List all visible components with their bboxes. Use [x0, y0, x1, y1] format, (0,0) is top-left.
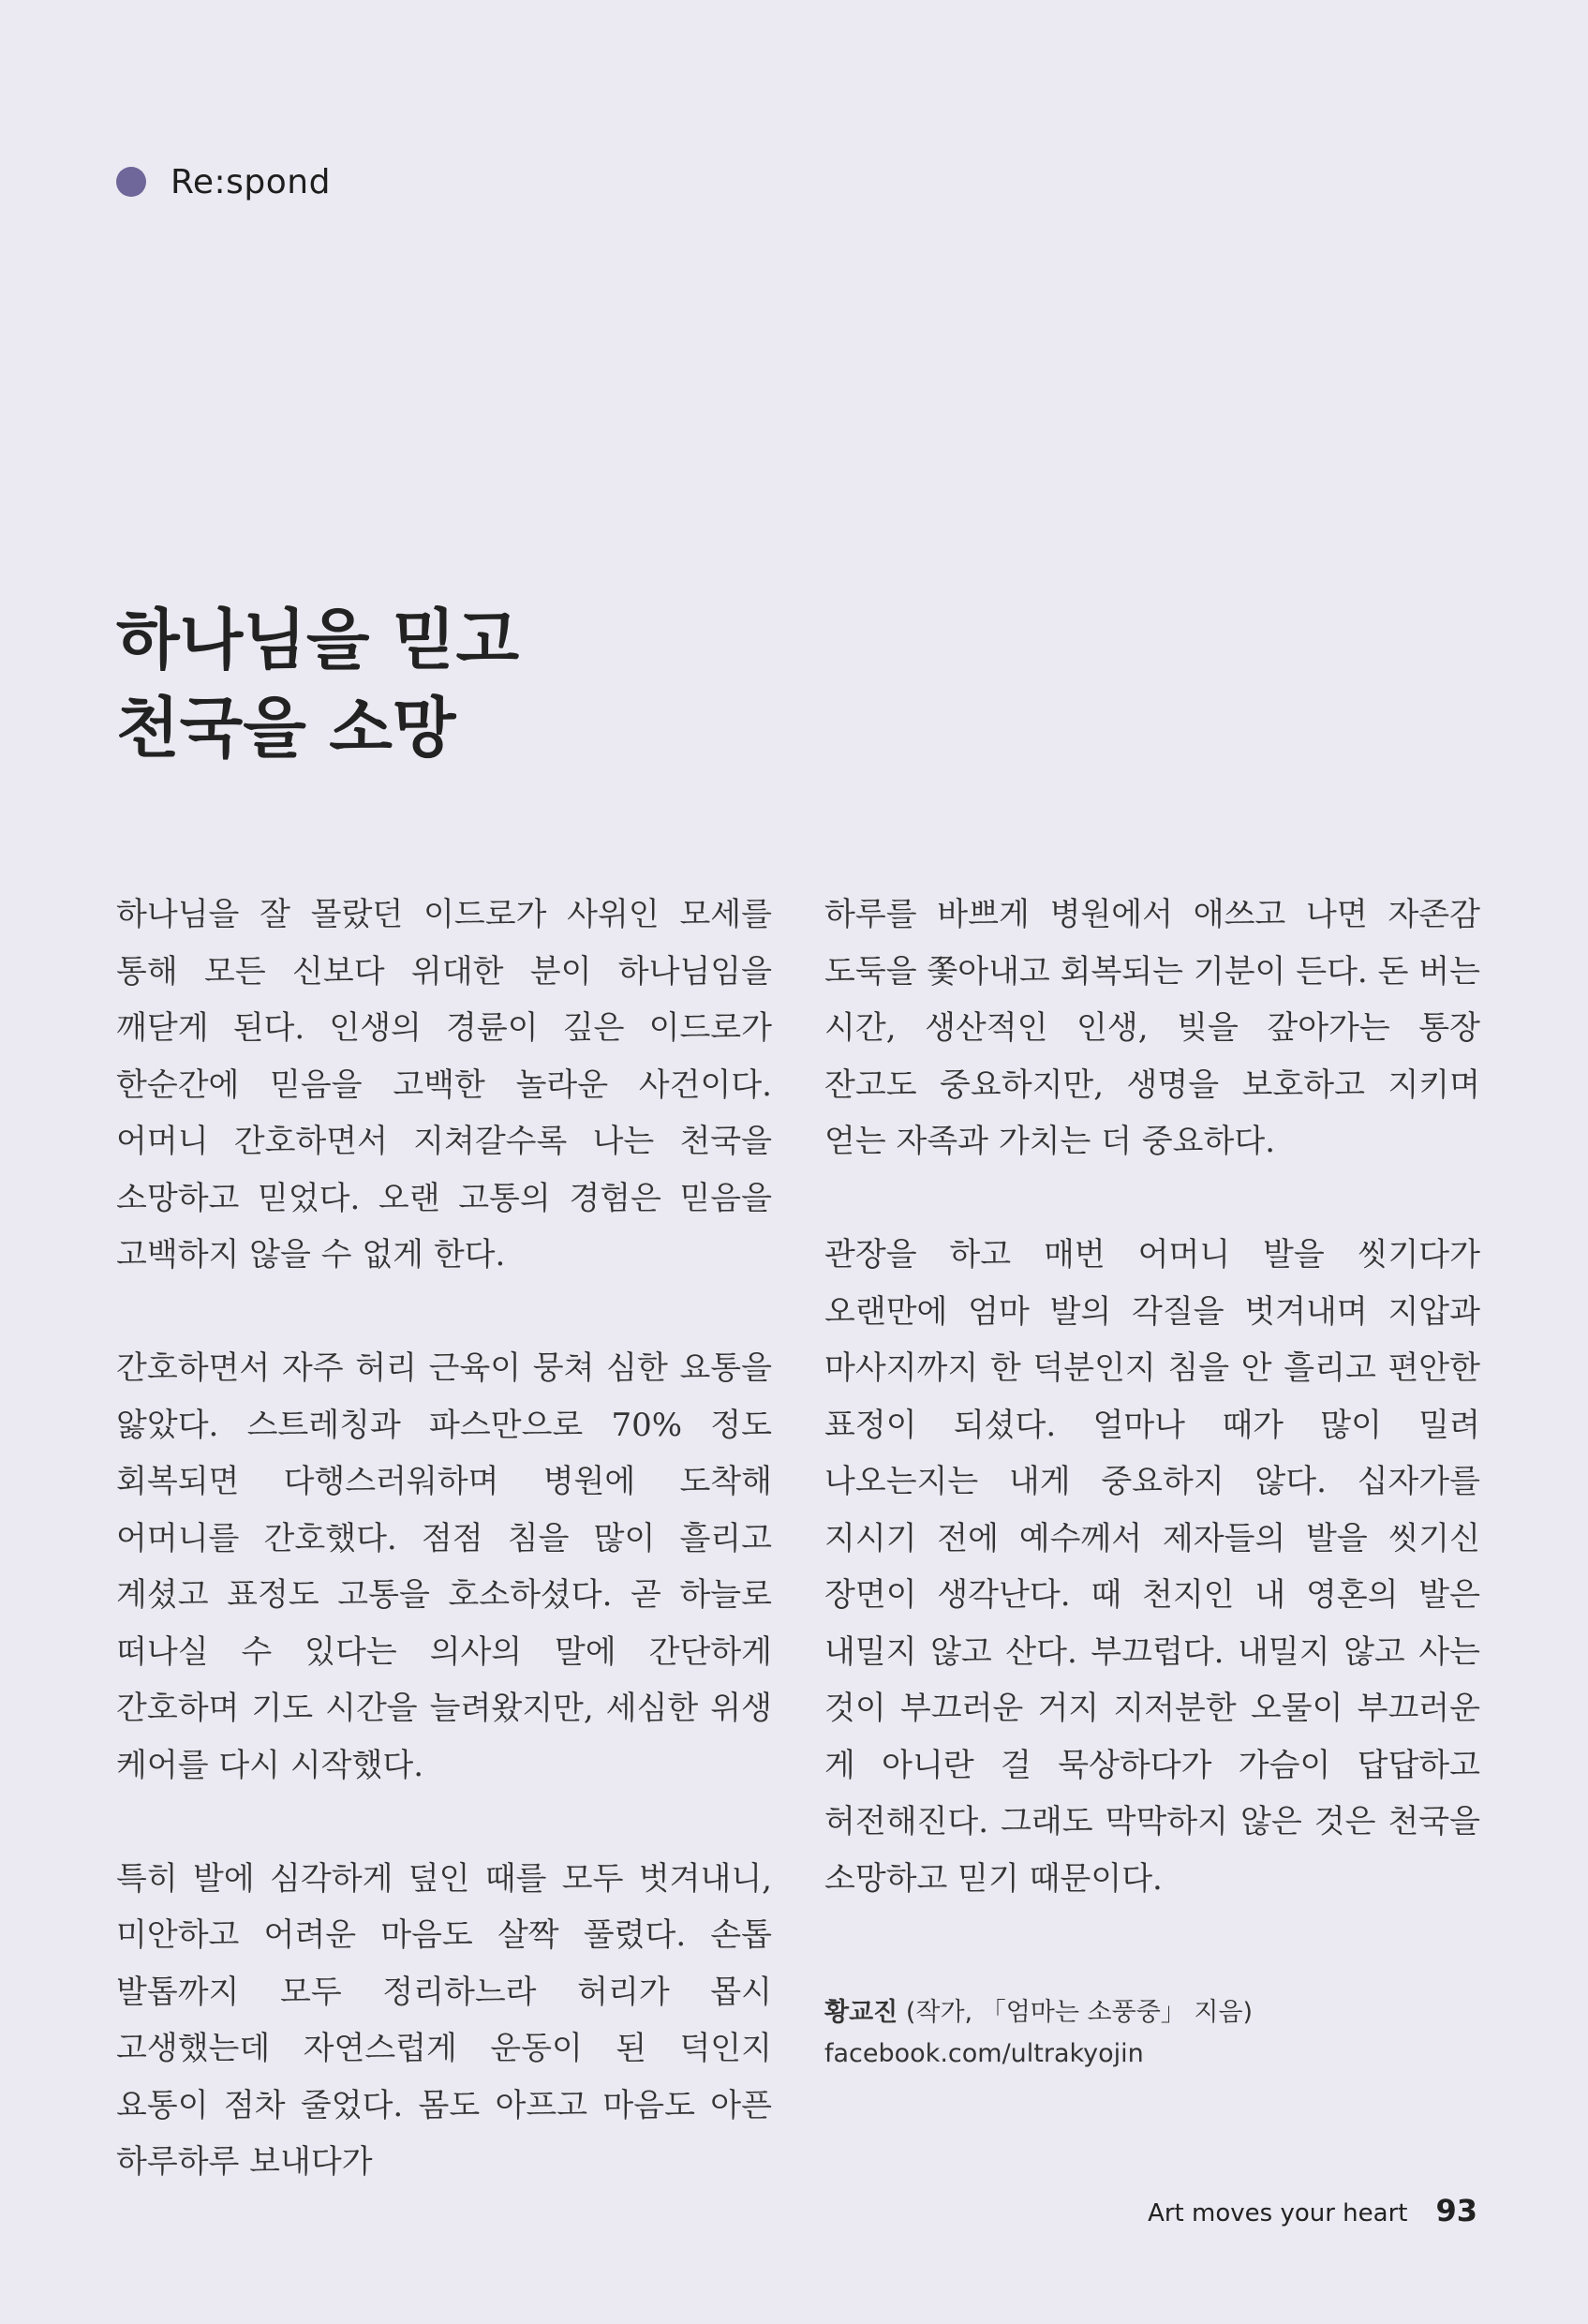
page-number: 93: [1435, 2193, 1477, 2228]
section-label: Re:spond: [171, 162, 331, 201]
article-title-line-1: 하나님을 믿고: [116, 601, 520, 678]
paragraph: 관장을 하고 매번 어머니 발을 씻기다가 오랜만에 엄마 발의 각질을 벗겨내며 지압과 마사지까지 한 덕분인지 침을 안 흘리고 편안한 표정이 되셨다. 얼마나 때가 많이 밀려 나오는지는 내게 중요하지 않다. 십자가를 지시기 전에 예수께서 제자들의 발을 씻기신 장면이 생각난다. 때 천지인 내 영혼의 발은 내밀지 않고 산다. 부끄럽다. 내밀지 않고 사는 것이 부끄러운 거지 지저분한 오물이 부끄러운 게 아니란 걸 묵상하다가 가슴이 답답하고 허전해진다. 그래도 막막하지 않은 것은 천국을 소망하고 믿기 때문이다.: [824, 1236, 1480, 1898]
left-column: [116, 886, 772, 2191]
author-description: (작가, 「엄마는 소풍중」 지음): [905, 1998, 1254, 2027]
paragraph: 하루를 바쁘게 병원에서 애쓰고 나면 자존감 도둑을 쫓아내고 회복되는 기분이 든다. 돈 버는 시간, 생산적인 인생, 빚을 갚아가는 통장 잔고도 중요하지만, 생명을 보호하고 지키며 얻는 자족과 가치는 더 중요하다.: [824, 896, 1480, 1160]
author-credit: [824, 1992, 1253, 2075]
article-title-line-2: 천국을 소망: [116, 689, 456, 767]
page-footer: [1148, 2193, 1477, 2228]
footer-tagline: Art moves your heart: [1148, 2199, 1408, 2227]
section-dot-icon: [116, 167, 146, 197]
paragraph: 특히 발에 심각하게 덮인 때를 모두 벗겨내니, 미안하고 어려운 마음도 살짝 풀렸다. 손톱 발톱까지 모두 정리하느라 허리가 몹시 고생했는데 자연스럽게 운동이 된 덕인지 요통이 점차 줄었다. 몸도 아프고 마음도 아픈 하루하루 보내다가: [116, 1859, 772, 2181]
article-title: [116, 596, 519, 772]
author-name: 황교진: [824, 1998, 898, 2027]
paragraph: 하나님을 잘 몰랐던 이드로가 사위인 모세를 통해 모든 신보다 위대한 분이 하나님임을 깨닫게 된다. 인생의 경륜이 깊은 이드로가 한순간에 믿음을 고백한 놀라운 사건이다. 어머니 간호하면서 지쳐갈수록 나는 천국을 소망하고 믿었다. 오랜 고통의 경험은 믿음을 고백하지 않을 수 없게 한다.: [116, 896, 772, 1274]
right-column: [824, 886, 1480, 1907]
author-url: facebook.com/ultrakyojin: [824, 2039, 1144, 2068]
section-tag: [116, 159, 331, 204]
paragraph: 간호하면서 자주 허리 근육이 뭉쳐 심한 요통을 앓았다. 스트레칭과 파스만으로 70% 정도 회복되면 다행스러워하며 병원에 도착해 어머니를 간호했다. 점점 침을 많이 흘리고 계셨고 표정도 고통을 호소하셨다. 곧 하늘로 떠나실 수 있다는 의사의 말에 간단하게 간호하며 기도 시간을 늘려왔지만, 세심한 위생 케어를 다시 시작했다.: [116, 1349, 772, 1784]
author-line: [824, 1992, 1253, 2034]
